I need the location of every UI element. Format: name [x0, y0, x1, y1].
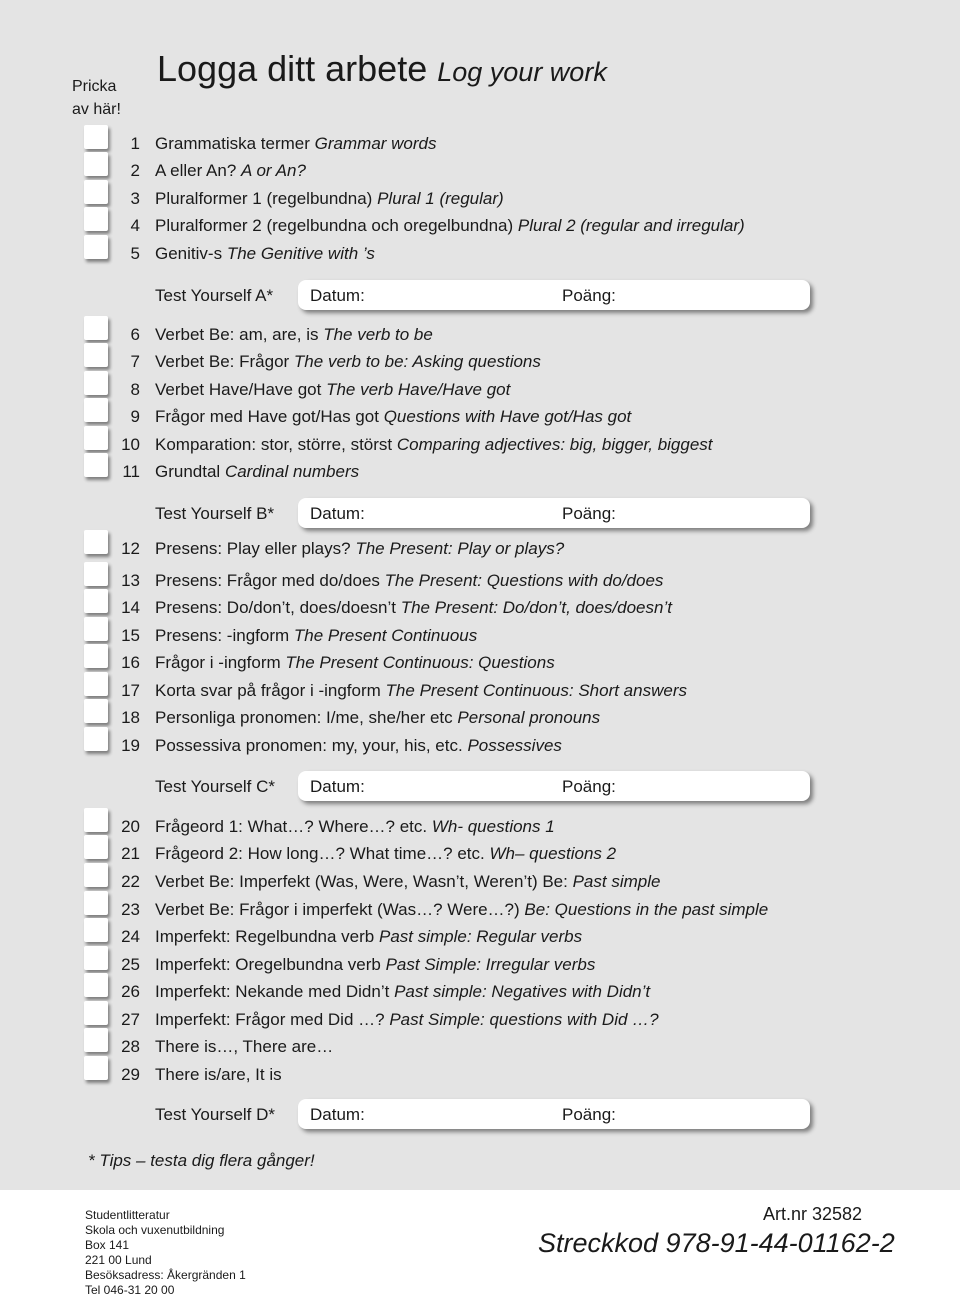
lesson-title-swedish: Imperfekt: Regelbundna verb [155, 927, 375, 946]
lesson-title [155, 951, 595, 978]
lesson-row [0, 130, 960, 157]
lesson-title-english: The Present Continuous: Short answers [385, 681, 687, 700]
test-yourself-label: Test Yourself A* [155, 286, 274, 305]
lesson-title [155, 649, 555, 676]
lesson-title-english: Be: Questions in the past simple [524, 900, 769, 919]
test-yourself-label: Test Yourself D* [155, 1105, 276, 1124]
lesson-title-english: A or An? [241, 161, 306, 180]
lesson-number: 17 [121, 681, 140, 700]
lesson-title-swedish: Presens: Frågor med do/does [155, 571, 380, 590]
lesson-row [0, 376, 960, 403]
lesson-title-english: Cardinal numbers [224, 462, 360, 481]
lesson-number: 1 [130, 134, 140, 153]
lesson-number: 11 [122, 462, 140, 481]
poang-label: Poäng: [562, 286, 616, 305]
lesson-title [155, 978, 650, 1005]
lesson-title-english: Past simple: Regular verbs [378, 927, 583, 946]
lesson-row [0, 240, 960, 267]
lesson-title [155, 622, 477, 649]
lesson-title [155, 813, 555, 840]
lesson-title [155, 185, 504, 212]
lesson-row [0, 677, 960, 704]
lesson-number: 22 [121, 872, 140, 891]
title-english: Log your work [437, 57, 607, 87]
lesson-number: 23 [121, 900, 140, 919]
datum-label: Datum: [310, 1105, 365, 1124]
lesson-title [155, 840, 616, 867]
lesson-title [155, 535, 564, 562]
lesson-title-swedish: Possessiva pronomen: my, your, his, etc. [155, 736, 463, 755]
lesson-number: 7 [130, 352, 140, 371]
lesson-title-english: Past simple: Negatives with Didn’t [394, 982, 651, 1001]
lesson-title-swedish: Imperfekt: Oregelbundna verb [155, 955, 381, 974]
lesson-row [0, 951, 960, 978]
lesson-row [0, 185, 960, 212]
lesson-title-english: Past Simple: questions with Did …? [389, 1010, 659, 1029]
lesson-title [155, 567, 663, 594]
test-result-field[interactable] [298, 280, 810, 310]
poang-label: Poäng: [562, 504, 616, 523]
lesson-title [155, 348, 541, 375]
lesson-title-swedish: Frågor med Have got/Has got [155, 407, 379, 426]
lesson-title-english: Wh– questions 2 [489, 844, 617, 863]
lesson-title-swedish: Frågeord 2: How long…? What time…? etc. [155, 844, 485, 863]
lesson-row [0, 431, 960, 458]
lesson-number: 26 [121, 982, 140, 1001]
lesson-row [0, 896, 960, 923]
lesson-number: 16 [121, 653, 140, 672]
lesson-row [0, 1033, 960, 1060]
lesson-row [0, 321, 960, 348]
lesson-title-swedish: Verbet Have/Have got [155, 380, 322, 399]
lesson-title [155, 594, 672, 621]
lesson-title-swedish: Imperfekt: Frågor med Did …? [155, 1010, 385, 1029]
lesson-title-english: Grammar words [314, 134, 437, 153]
datum-label: Datum: [310, 286, 365, 305]
lesson-title-swedish: Grammatiska termer [155, 134, 310, 153]
lesson-title-swedish: Personliga pronomen: I/me, she/her etc [155, 708, 453, 727]
lesson-title [155, 896, 768, 923]
lesson-number: 3 [130, 189, 140, 208]
lesson-row [0, 732, 960, 759]
lesson-row [0, 348, 960, 375]
lesson-title [155, 732, 562, 759]
test-result-field[interactable] [298, 771, 810, 801]
lesson-number: 14 [121, 598, 140, 617]
lesson-title [155, 1033, 333, 1060]
lesson-number: 13 [121, 571, 140, 590]
lesson-title-swedish: There is/are, It is [155, 1065, 282, 1084]
lesson-title-swedish: Korta svar på frågor i -ingform [155, 681, 381, 700]
lesson-title-english: Personal pronouns [457, 708, 601, 727]
lesson-number: 6 [130, 325, 140, 344]
lesson-row [0, 157, 960, 184]
lesson-title [155, 376, 510, 403]
lesson-title [155, 321, 433, 348]
title-swedish: Logga ditt arbete [157, 48, 428, 89]
lesson-title-english: Comparing adjectives: big, bigger, biggest [396, 435, 713, 454]
poang-label: Poäng: [562, 777, 616, 796]
publisher-address: Studentlitteratur Skola och vuxenutbildning Box 141 221 00 Lund Besöksadress: Åkergränden 1 Tel 046-31 20 00 [85, 1208, 246, 1297]
lesson-title-english: The Present: Questions with do/does [384, 571, 664, 590]
lesson-row [0, 813, 960, 840]
lesson-row [0, 567, 960, 594]
page-title [157, 48, 607, 90]
lesson-title [155, 1061, 282, 1088]
lesson-number: 28 [121, 1037, 140, 1056]
lesson-title-english: Plural 2 (regular and irregular) [517, 216, 745, 235]
lesson-number: 29 [121, 1065, 140, 1084]
lesson-title-swedish: Pluralformer 2 (regelbundna och oregelbundna) [155, 216, 514, 235]
lesson-row [0, 594, 960, 621]
lesson-title-english: Possessives [467, 736, 562, 755]
lesson-title-english: Past Simple: Irregular verbs [385, 955, 596, 974]
datum-label: Datum: [310, 777, 365, 796]
lesson-number: 25 [121, 955, 140, 974]
lesson-row [0, 868, 960, 895]
lesson-title [155, 1006, 659, 1033]
poang-label: Poäng: [562, 1105, 616, 1124]
lesson-row [0, 458, 960, 485]
lesson-number: 10 [121, 435, 140, 454]
lesson-number: 18 [121, 708, 140, 727]
lesson-title-english: The Present Continuous: Questions [285, 653, 555, 672]
lesson-row [0, 649, 960, 676]
lesson-title [155, 157, 306, 184]
lesson-title-english: Plural 1 (regular) [377, 189, 504, 208]
lesson-title [155, 923, 582, 950]
lesson-title-english: The verb Have/Have got [326, 380, 511, 399]
lesson-title-english: The Genitive with ’s [226, 244, 375, 263]
lesson-row [0, 622, 960, 649]
test-result-field[interactable] [298, 498, 810, 528]
lesson-title-swedish: Verbet Be: am, are, is [155, 325, 319, 344]
lesson-title-swedish: There is…, There are… [155, 1037, 334, 1056]
lesson-row [0, 923, 960, 950]
lesson-title-swedish: Presens: -ingform [155, 626, 290, 645]
lesson-title-swedish: Frågeord 1: What…? Where…? etc. [155, 817, 428, 836]
lesson-row [0, 403, 960, 430]
lesson-number: 5 [130, 244, 140, 263]
lesson-number: 21 [121, 844, 140, 863]
lesson-number: 24 [121, 927, 140, 946]
sidebar-label: Pricka av här! [72, 78, 121, 118]
lesson-title [155, 677, 687, 704]
lesson-number: 15 [121, 626, 140, 645]
lesson-title [155, 458, 359, 485]
lesson-title-english: The verb to be [323, 325, 433, 344]
lesson-number: 8 [130, 380, 140, 399]
lesson-title-swedish: Verbet Be: Frågor i imperfekt (Was…? Were…?) [155, 900, 520, 919]
lesson-title-english: Past simple [572, 872, 661, 891]
lesson-row [0, 704, 960, 731]
lesson-title-swedish: Komparation: stor, större, störst [155, 435, 393, 454]
lesson-title-swedish: Grundtal [155, 462, 221, 481]
article-number: Art.nr 32582 [762, 1204, 862, 1224]
lesson-title-english: The Present: Play or plays? [355, 539, 565, 558]
lesson-number: 9 [130, 407, 140, 426]
lesson-title-swedish: Genitiv-s [155, 244, 223, 263]
lesson-title-swedish: A eller An? [155, 161, 237, 180]
lesson-title-swedish: Frågor i -ingform [155, 653, 281, 672]
lesson-number: 12 [121, 539, 140, 558]
lesson-number: 19 [121, 736, 140, 755]
lesson-title-english: Wh- questions 1 [431, 817, 555, 836]
lesson-number: 2 [130, 161, 140, 180]
lesson-number: 27 [121, 1010, 140, 1029]
lesson-title [155, 240, 375, 267]
lesson-number: 4 [130, 216, 140, 235]
lesson-title [155, 868, 660, 895]
lesson-title-swedish: Presens: Play eller plays? [155, 539, 351, 558]
lesson-title-swedish: Imperfekt: Nekande med Didn’t [155, 982, 390, 1001]
lesson-title [155, 403, 631, 430]
lesson-title [155, 212, 745, 239]
tips-note: * Tips – testa dig flera gånger! [88, 1151, 315, 1170]
lesson-row [0, 212, 960, 239]
test-yourself-label: Test Yourself C* [155, 777, 276, 796]
lesson-title-english: The Present: Do/don’t, does/doesn’t [400, 598, 672, 617]
lesson-title-swedish: Pluralformer 1 (regelbundna) [155, 189, 373, 208]
lesson-title-swedish: Verbet Be: Imperfekt (Was, Were, Wasn’t, Weren’t) Be: [155, 872, 568, 891]
lesson-row [0, 840, 960, 867]
lesson-title [155, 431, 713, 458]
test-result-field[interactable] [298, 1099, 810, 1129]
lesson-title-english: The Present Continuous [293, 626, 478, 645]
lesson-row [0, 978, 960, 1005]
datum-label: Datum: [310, 504, 365, 523]
test-yourself-label: Test Yourself B* [155, 504, 275, 523]
lesson-row [0, 535, 960, 562]
lesson-title-english: Questions with Have got/Has got [383, 407, 632, 426]
lesson-number: 20 [121, 817, 140, 836]
lesson-title-english: The verb to be: Asking questions [293, 352, 541, 371]
barcode-text: Streckkod 978-91-44-01162-2 [538, 1228, 895, 1258]
lesson-row [0, 1006, 960, 1033]
lesson-title-swedish: Presens: Do/don’t, does/doesn’t [155, 598, 396, 617]
lesson-row [0, 1061, 960, 1088]
lesson-title [155, 704, 600, 731]
lesson-title-swedish: Verbet Be: Frågor [155, 352, 290, 371]
lesson-title [155, 130, 437, 157]
